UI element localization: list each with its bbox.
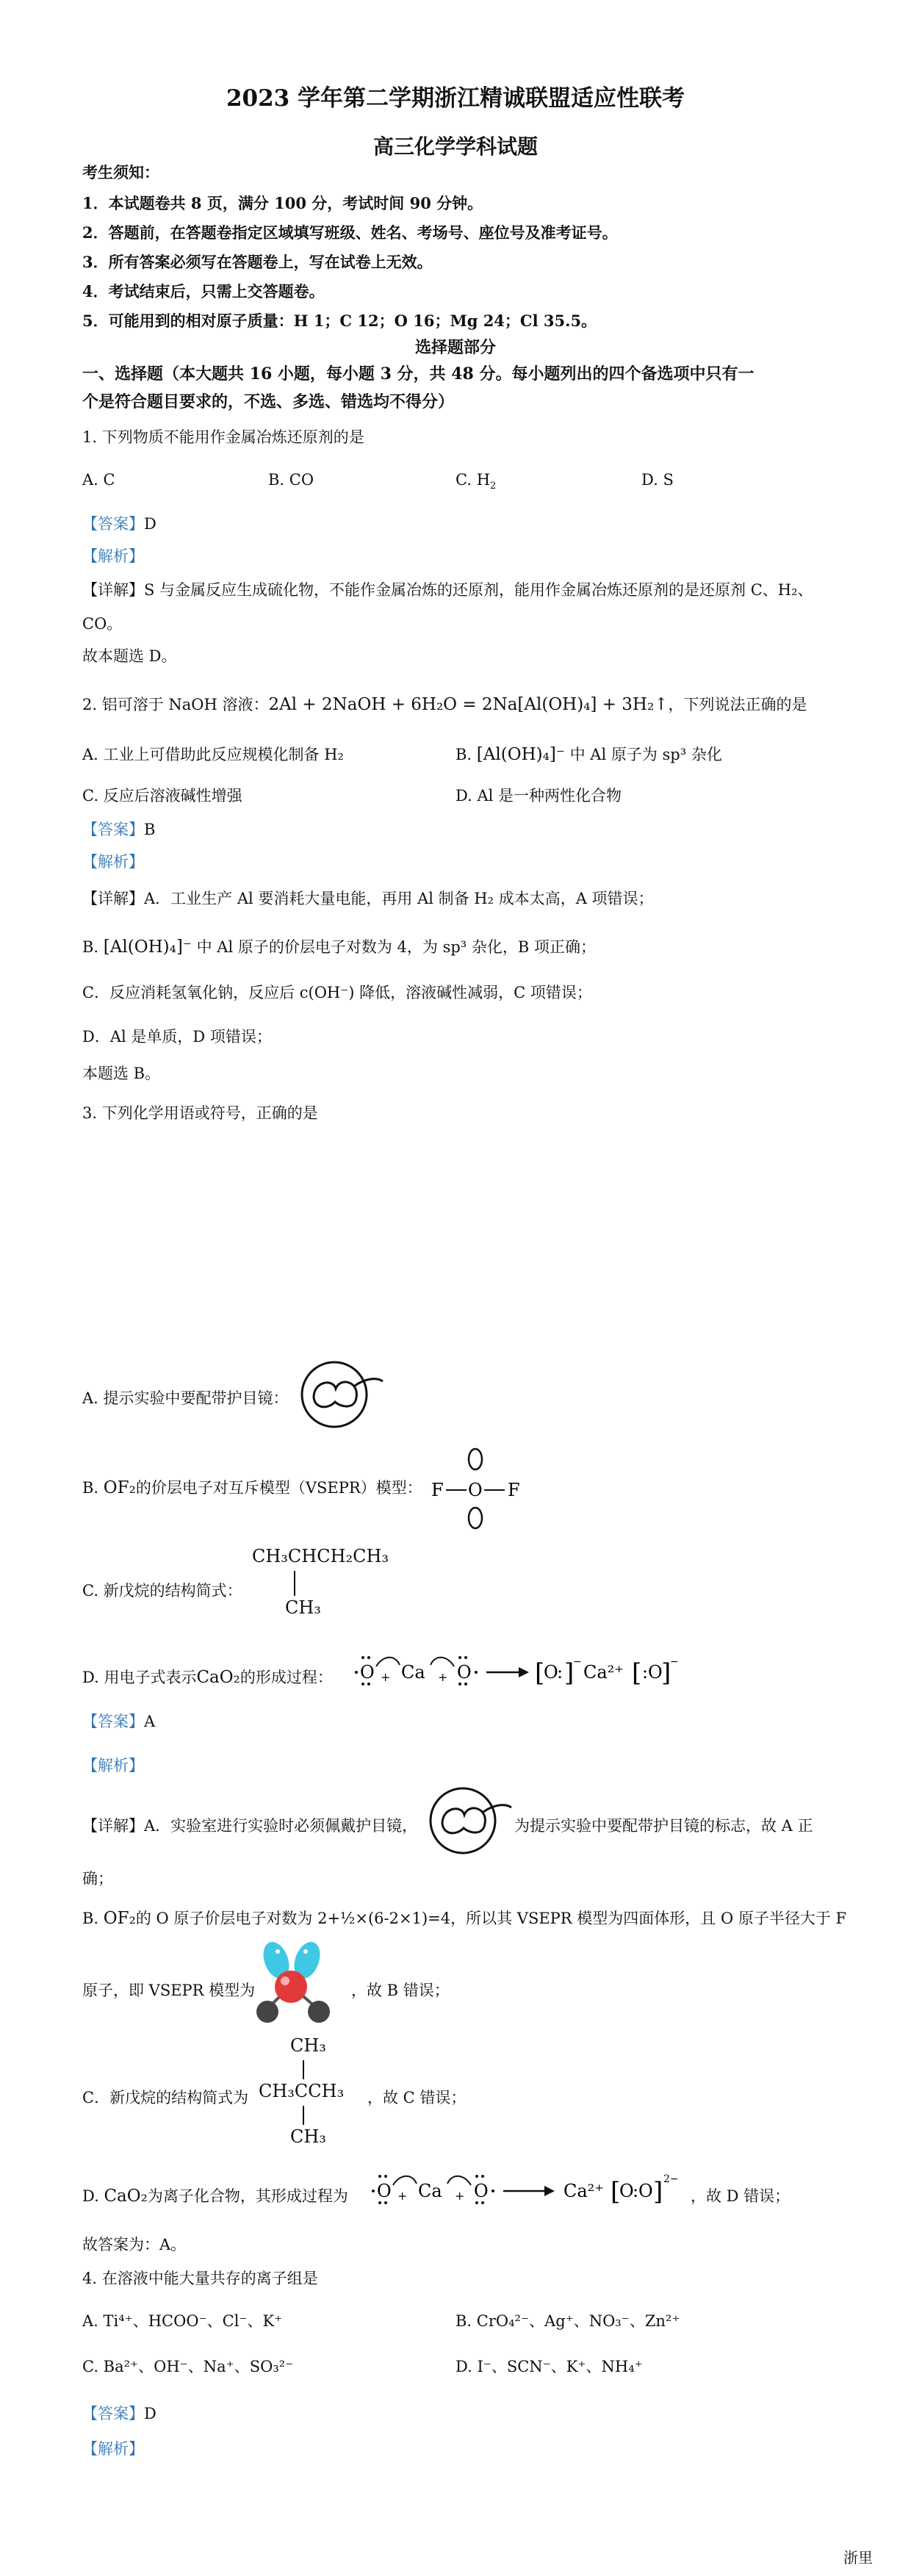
option-c: C. $H_2$ — [455, 471, 497, 492]
option-b: B. [Al(OH)₄]⁻ 中 Al 原子为 sp³ 杂化 — [455, 745, 722, 764]
answer-line: 【答案】B — [82, 821, 156, 838]
answer-line: 【答案】D — [82, 2405, 156, 2422]
notice-item: 3．所有答案必须写在答题卷上，写在试卷上无效。 — [82, 253, 433, 271]
electron-formula-diagram — [354, 1649, 692, 1693]
page-title: 2023 学年第二学期浙江精诚联盟适应性联考 — [226, 85, 685, 112]
option-a: A. 工业上可借助此反应规模化制备 H₂ — [82, 746, 344, 763]
svg-text:−: − — [573, 1656, 582, 1668]
structure-formula-bottom: CH₃ — [285, 1597, 321, 1618]
svg-text:[: [ — [632, 1658, 642, 1688]
notice-item: 4．考试结束后，只需上交答题卷。 — [82, 282, 325, 301]
option-a: A. 提示实验中要配带护目镜： — [82, 1389, 289, 1407]
option-b: B. CrO₄²⁻、Ag⁺、NO₃⁻、Zn²⁺ — [455, 2312, 680, 2330]
svg-text:+: + — [438, 1670, 448, 1684]
svg-text::: : — [642, 1662, 649, 1683]
svg-text:O: O — [377, 2181, 392, 2201]
question-stem: 1. 下列物质不能用作金属冶炼还原剂的是 — [82, 428, 364, 446]
analysis-label: 【解析】 — [82, 2440, 144, 2458]
question-stem: 4. 在溶液中能大量共存的离子组是 — [82, 2270, 318, 2287]
detail-line: 【详解】S 与金属反应生成硫化物，不能作金属冶炼的还原剂，能用作金属冶炼还原剂的是还原剂 C、H₂、 — [82, 581, 813, 599]
svg-text:O: O — [544, 1662, 558, 1683]
notice-item: 5．可能用到的相对原子质量：H 1；C 12；O 16；Mg 24；Cl 35.5。 — [82, 312, 597, 330]
electron-formula-diagram — [371, 2167, 687, 2212]
detail-line: C．新戊烷的结构简式为 — [82, 2089, 249, 2107]
svg-text:F: F — [508, 1480, 520, 1500]
question-stem: 2. 铝可溶于 NaOH 溶液：2Al + 2NaOH + 6H₂O = 2Na[Al(OH)₄] + 3H₂↑，下列说法正确的是 — [82, 695, 807, 714]
svg-text:O: O — [638, 2181, 653, 2201]
svg-text:]: ] — [564, 1658, 575, 1688]
answer-line: 【答案】A — [82, 1713, 156, 1730]
notice-item: 2．答题前，在答题卷指定区域填写班级、姓名、考场号、座位号及准考证号。 — [82, 223, 618, 242]
svg-text::: : — [557, 1662, 563, 1683]
structure-formula-top: CH₃CHCH₂CH₃ — [252, 1546, 389, 1566]
bond-line — [303, 2106, 304, 2125]
detail-line: ，故 D 错误； — [691, 2187, 791, 2205]
option-d: D. Al 是一种两性化合物 — [455, 787, 622, 805]
svg-text:O: O — [468, 1480, 483, 1500]
option-d: D. S — [641, 471, 674, 489]
notice-heading: 考生须知： — [82, 163, 159, 181]
answer-line: 【答案】D — [82, 515, 156, 533]
detail-line: 【详解】A．实验室进行实验时必须佩戴护目镜， — [82, 1817, 418, 1835]
vsepr-ball-model — [248, 1938, 344, 2026]
reaction-equation: 2Al + 2NaOH + 6H₂O = 2Na[Al(OH)₄] + 3H₂↑ — [268, 695, 669, 714]
detail-line: 【详解】A．工业生产 Al 要消耗大量电能，再用 Al 制备 H₂ 成本太高，A 项错误； — [82, 890, 654, 907]
svg-text:O: O — [474, 2181, 489, 2201]
question-stem: 3. 下列化学用语或符号，正确的是 — [82, 1104, 318, 1122]
detail-line: 为提示实验中要配带护目镜的标志，故 A 正 — [514, 1817, 813, 1835]
detail-line: D. CaO₂为离子化合物，其形成过程为 — [82, 2187, 348, 2206]
section-title: 选择题部分 — [414, 338, 496, 357]
detail-line: ，故 B 错误； — [351, 1982, 450, 1999]
page-subtitle: 高三化学学科试题 — [372, 134, 538, 159]
svg-text::: : — [633, 2181, 639, 2201]
svg-text:O: O — [360, 1662, 375, 1683]
svg-text:Ca²⁺: Ca²⁺ — [563, 2181, 604, 2201]
conclusion: 本题选 B。 — [82, 1065, 161, 1082]
footer-watermark: 浙里 — [843, 2549, 873, 2566]
detail-line: 原子，即 VSEPR 模型为 — [82, 1982, 256, 1999]
section-heading: 个是符合题目要求的，不选、多选、错选均不得分） — [82, 392, 455, 411]
svg-text:+: + — [397, 2189, 408, 2203]
option-c: C. 反应后溶液碱性增强 — [82, 787, 242, 805]
svg-text:[: [ — [535, 1658, 545, 1688]
option-d: D. 用电子式表示CaO₂的形成过程： — [82, 1668, 333, 1687]
svg-text:O: O — [648, 1662, 663, 1683]
svg-text:+: + — [455, 2189, 465, 2203]
structure-formula-top: CH₃ — [290, 2035, 326, 2056]
detail-line: C．反应消耗氢氧化钠，反应后 c(OH⁻) 降低，溶液碱性减弱，C 项错误； — [82, 984, 592, 1001]
detail-line: D．Al 是单质，D 项错误； — [82, 1028, 272, 1046]
svg-text:[: [ — [611, 2177, 621, 2206]
structure-formula-mid: CH₃CCH₃ — [259, 2081, 345, 2101]
svg-text:Ca: Ca — [418, 2181, 442, 2201]
structure-formula-bottom: CH₃ — [290, 2126, 326, 2147]
svg-text:Ca²⁺: Ca²⁺ — [583, 1662, 624, 1683]
conclusion: 故答案为：A。 — [82, 2236, 187, 2253]
option-c: C. Ba²⁺、OH⁻、Na⁺、SO₃²⁻ — [82, 2358, 294, 2375]
detail-line: CO。 — [82, 615, 123, 633]
analysis-label: 【解析】 — [82, 853, 144, 871]
option-b: B. OF₂的价层电子对互斥模型（VSEPR）模型： — [82, 1478, 422, 1497]
option-a: A. C — [82, 471, 115, 489]
bond-line — [294, 1571, 295, 1596]
option-a: A. Ti⁴⁺、HCOO⁻、Cl⁻、K⁺ — [82, 2312, 283, 2330]
svg-text:2−: 2− — [663, 2173, 679, 2185]
analysis-label: 【解析】 — [82, 1757, 144, 1774]
svg-text:]: ] — [653, 2177, 663, 2206]
detail-line: B. [Al(OH)₄]⁻ 中 Al 原子的价层电子对数为 4，为 sp³ 杂化，B 项正确； — [82, 938, 596, 957]
goggles-icon — [298, 1359, 386, 1430]
svg-text:O: O — [619, 2181, 634, 2201]
option-c: C. 新戊烷的结构简式： — [82, 1582, 242, 1600]
option-d: D. I⁻、SCN⁻、K⁺、NH₄⁺ — [455, 2358, 643, 2375]
svg-text:−: − — [670, 1656, 679, 1668]
section-heading: 一、选择题（本大题共 16 小题，每小题 3 分，共 48 分。每小题列出的四个备选项中只有一 — [82, 364, 755, 384]
vsepr-model — [428, 1444, 524, 1533]
svg-text:+: + — [381, 1670, 391, 1684]
svg-text:]: ] — [661, 1658, 671, 1688]
bond-line — [303, 2060, 304, 2079]
detail-line: ，故 C 错误； — [367, 2089, 467, 2107]
goggles-icon — [426, 1785, 514, 1856]
analysis-label: 【解析】 — [82, 547, 144, 565]
svg-text:O: O — [457, 1662, 472, 1683]
detail-line: 确； — [82, 1870, 113, 1888]
detail-line: B. OF₂的 O 原子价层电子对数为 2+½×(6-2×1)=4，所以其 VSEPR 模型为四面体形，且 O 原子半径大于 F — [82, 1909, 847, 1928]
svg-text:F: F — [431, 1480, 444, 1500]
svg-text:Ca: Ca — [401, 1662, 425, 1683]
conclusion: 故本题选 D。 — [82, 647, 177, 665]
option-b: B. CO — [268, 471, 314, 489]
notice-item: 1．本试题卷共 8 页，满分 100 分，考试时间 90 分钟。 — [82, 194, 483, 212]
